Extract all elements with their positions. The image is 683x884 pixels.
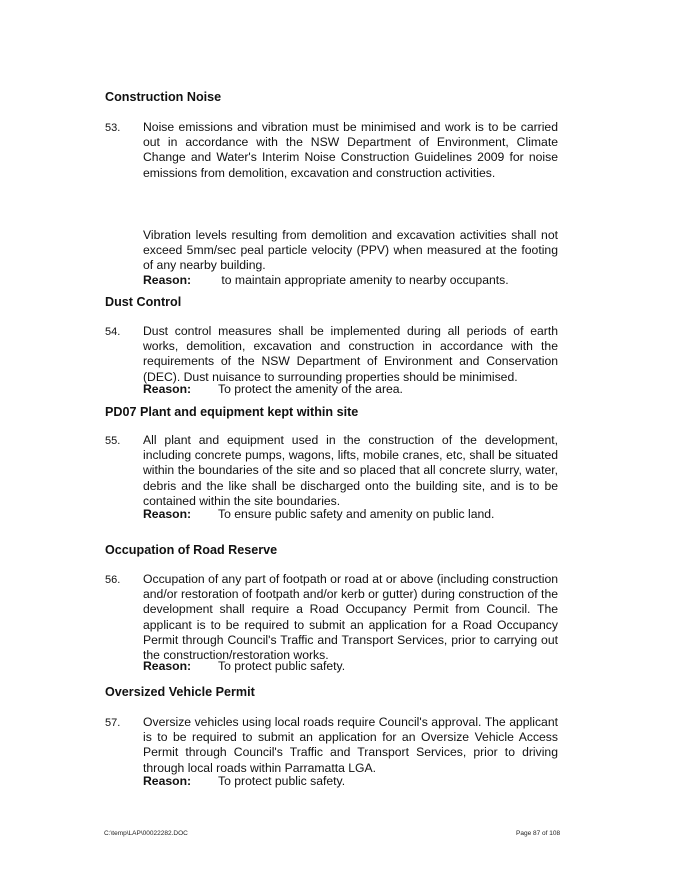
section-heading: Occupation of Road Reserve (105, 543, 278, 557)
condition-paragraph: Dust control measures shall be implemented during all periods of earth works, demolition, excavation and construction in accordance with the requirements of the NSW Department of Environment and Conservation (DEC). Dust nuisance to surrounding properties should be minimised. (143, 324, 558, 384)
reason-label: Reason: (143, 507, 192, 521)
condition-paragraph: All plant and equipment used in the construction of the development, including concrete pumps, wagons, lifts, mobile cranes, etc, shall be situated within the boundaries of the site and so placed that all concrete slurry, water, debris and the like shall be discharged onto the building site, and is to be contained within the site boundaries. (143, 433, 558, 508)
reason-label: Reason: (143, 659, 192, 673)
condition-number: 57. (105, 717, 121, 729)
reason-line (143, 273, 509, 288)
reason-line (143, 659, 345, 674)
section-heading: PD07 Plant and equipment kept within site (105, 405, 359, 419)
condition-paragraph: Vibration levels resulting from demolition and excavation activities shall not exceed 5mm/sec peal particle velocity (PPV) when measured at the footing of any nearby building. (143, 228, 558, 273)
condition-paragraph: Oversize vehicles using local roads require Council's approval. The applicant is to be required to submit an application for an Oversize Vehicle Access Permit through Council's Traffic and Transport Services, prior to driving through local roads within Parramatta LGA. (143, 715, 558, 775)
section-heading: Dust Control (105, 295, 182, 309)
reason-line (143, 507, 494, 522)
condition-number: 53. (105, 122, 121, 134)
footer-file-path: C:\temp\LAP\00022282.DOC (104, 830, 188, 837)
section-heading: Construction Noise (105, 90, 222, 104)
reason-label: Reason: (143, 774, 192, 788)
reason-text: to maintain appropriate amenity to nearby occupants. (218, 273, 509, 287)
reason-text: To protect the amenity of the area. (218, 382, 403, 396)
reason-label: Reason: (143, 273, 192, 287)
condition-number: 54. (105, 326, 121, 338)
reason-text: To protect public safety. (218, 659, 346, 673)
reason-text: To protect public safety. (218, 774, 346, 788)
condition-paragraph: Occupation of any part of footpath or road at or above (including construction and/or restoration of footpath and/or kerb or gutter) during construction of the development shall require a Road Occupancy Permit from Council. The applicant is to be required to submit an application for a Road Occupancy Permit through Council's Traffic and Transport Services, prior to carrying out the construction/restoration works. (143, 572, 558, 663)
reason-line (143, 382, 403, 397)
reason-line (143, 774, 345, 789)
reason-label: Reason: (143, 382, 192, 396)
condition-number: 55. (105, 435, 121, 447)
reason-text: To ensure public safety and amenity on public land. (218, 507, 495, 521)
condition-number: 56. (105, 574, 121, 586)
section-heading: Oversized Vehicle Permit (105, 685, 255, 699)
footer-page-number: Page 87 of 108 (516, 830, 561, 837)
condition-paragraph: Noise emissions and vibration must be minimised and work is to be carried out in accordance with the NSW Department of Environment, Climate Change and Water's Interim Noise Construction Guidelines 2009 for noise emissions from demolition, excavation and construction activities. (143, 120, 558, 180)
